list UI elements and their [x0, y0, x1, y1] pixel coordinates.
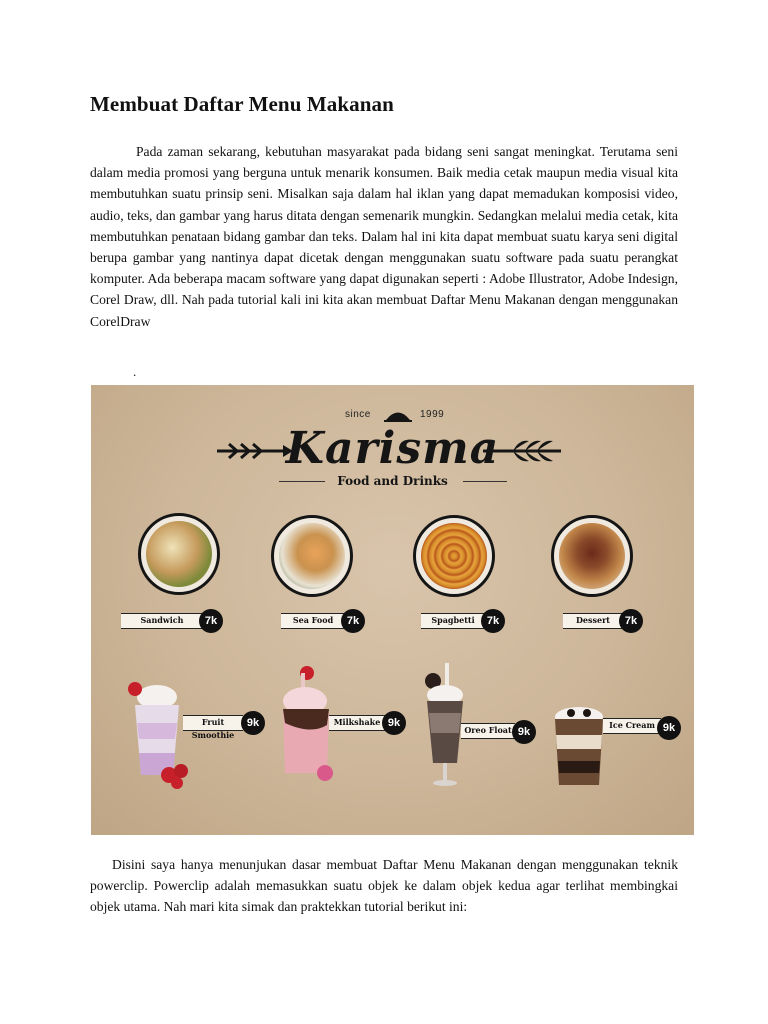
menu-item-label: Oreo Float — [461, 723, 515, 739]
stray-mark: . — [133, 364, 137, 379]
arrow-right-ornament-icon — [481, 437, 566, 463]
price-badge: 7k — [481, 609, 505, 633]
dessert-plate-icon — [551, 515, 633, 597]
menu-item-label: Milkshake — [329, 715, 385, 731]
tagline-rule-right — [463, 481, 507, 482]
price-badge: 7k — [619, 609, 643, 633]
price-badge: 7k — [199, 609, 223, 633]
price-badge: 7k — [341, 609, 365, 633]
sandwich-plate-icon — [138, 513, 220, 595]
price-badge: 9k — [657, 716, 681, 740]
menu-item-label: Sea Food — [281, 613, 345, 629]
menu-item-label: Ice Cream — [603, 718, 661, 734]
since-year: 1999 — [420, 409, 445, 420]
menu-item-label: Fruit Smoothie — [183, 715, 243, 731]
cloche-icon — [383, 409, 413, 423]
spaghetti-plate-icon — [413, 515, 495, 597]
brand-logo: Karisma — [285, 423, 500, 474]
smoothie-glass-icon — [121, 675, 201, 791]
ice-cream-cup-icon — [549, 705, 609, 791]
tagline: Food and Drinks — [337, 474, 448, 488]
menu-item-label: Spagbetti — [421, 613, 485, 629]
price-badge: 9k — [241, 711, 265, 735]
price-badge: 9k — [512, 720, 536, 744]
body-paragraph: Disini saya hanya menunjukan dasar membuat Daftar Menu Makanan dengan menggunakan teknik powerclip. Powerclip adalah memasukkan suatu objek ke dalam objek kedua agar terlihat membingkai objek utama. Nah mari kita simak dan praktekkan tutorial berikut ini: — [90, 857, 678, 915]
document-title: Membuat Daftar Menu Makanan — [90, 92, 394, 116]
seafood-plate-icon — [271, 515, 353, 597]
intro-paragraph: Pada zaman sekarang, kebutuhan masyarakat pada bidang seni sangat meningkat. Terutama seni dalam media promosi yang berguna untuk menarik konsumen. Baik media cetak maupun media visual kita membutuhkan suatu prinsip seni. Misalkan saja dalam hal iklan yang dapat memadukan komposisi video, audio, teks, dan gambar yang harus ditata dengan semenarik mungkin. Sedangkan melalui media cetak, kita membutuhkan penataan bidang gambar dan teks. Dalam hal ini kita dapat membuat suatu karya seni digital berupa gambar yang nantinya dapat dicetak dengan menggunakan suatu software pada suatu perangkat komputer. Ada beberapa macam software yang dapat digunakan seperti : Adobe Illustrator, Adobe Indesign, Corel Draw, dll. Nah pada tutorial kali ini kita akan membuat Daftar Menu Makanan dengan menggunakan CorelDraw — [90, 144, 678, 329]
since-label: since — [345, 409, 371, 420]
price-badge: 9k — [382, 711, 406, 735]
menu-item-label: Sandwich — [121, 613, 203, 629]
menu-poster-image — [91, 385, 694, 835]
menu-item-label: Dessert — [563, 613, 623, 629]
